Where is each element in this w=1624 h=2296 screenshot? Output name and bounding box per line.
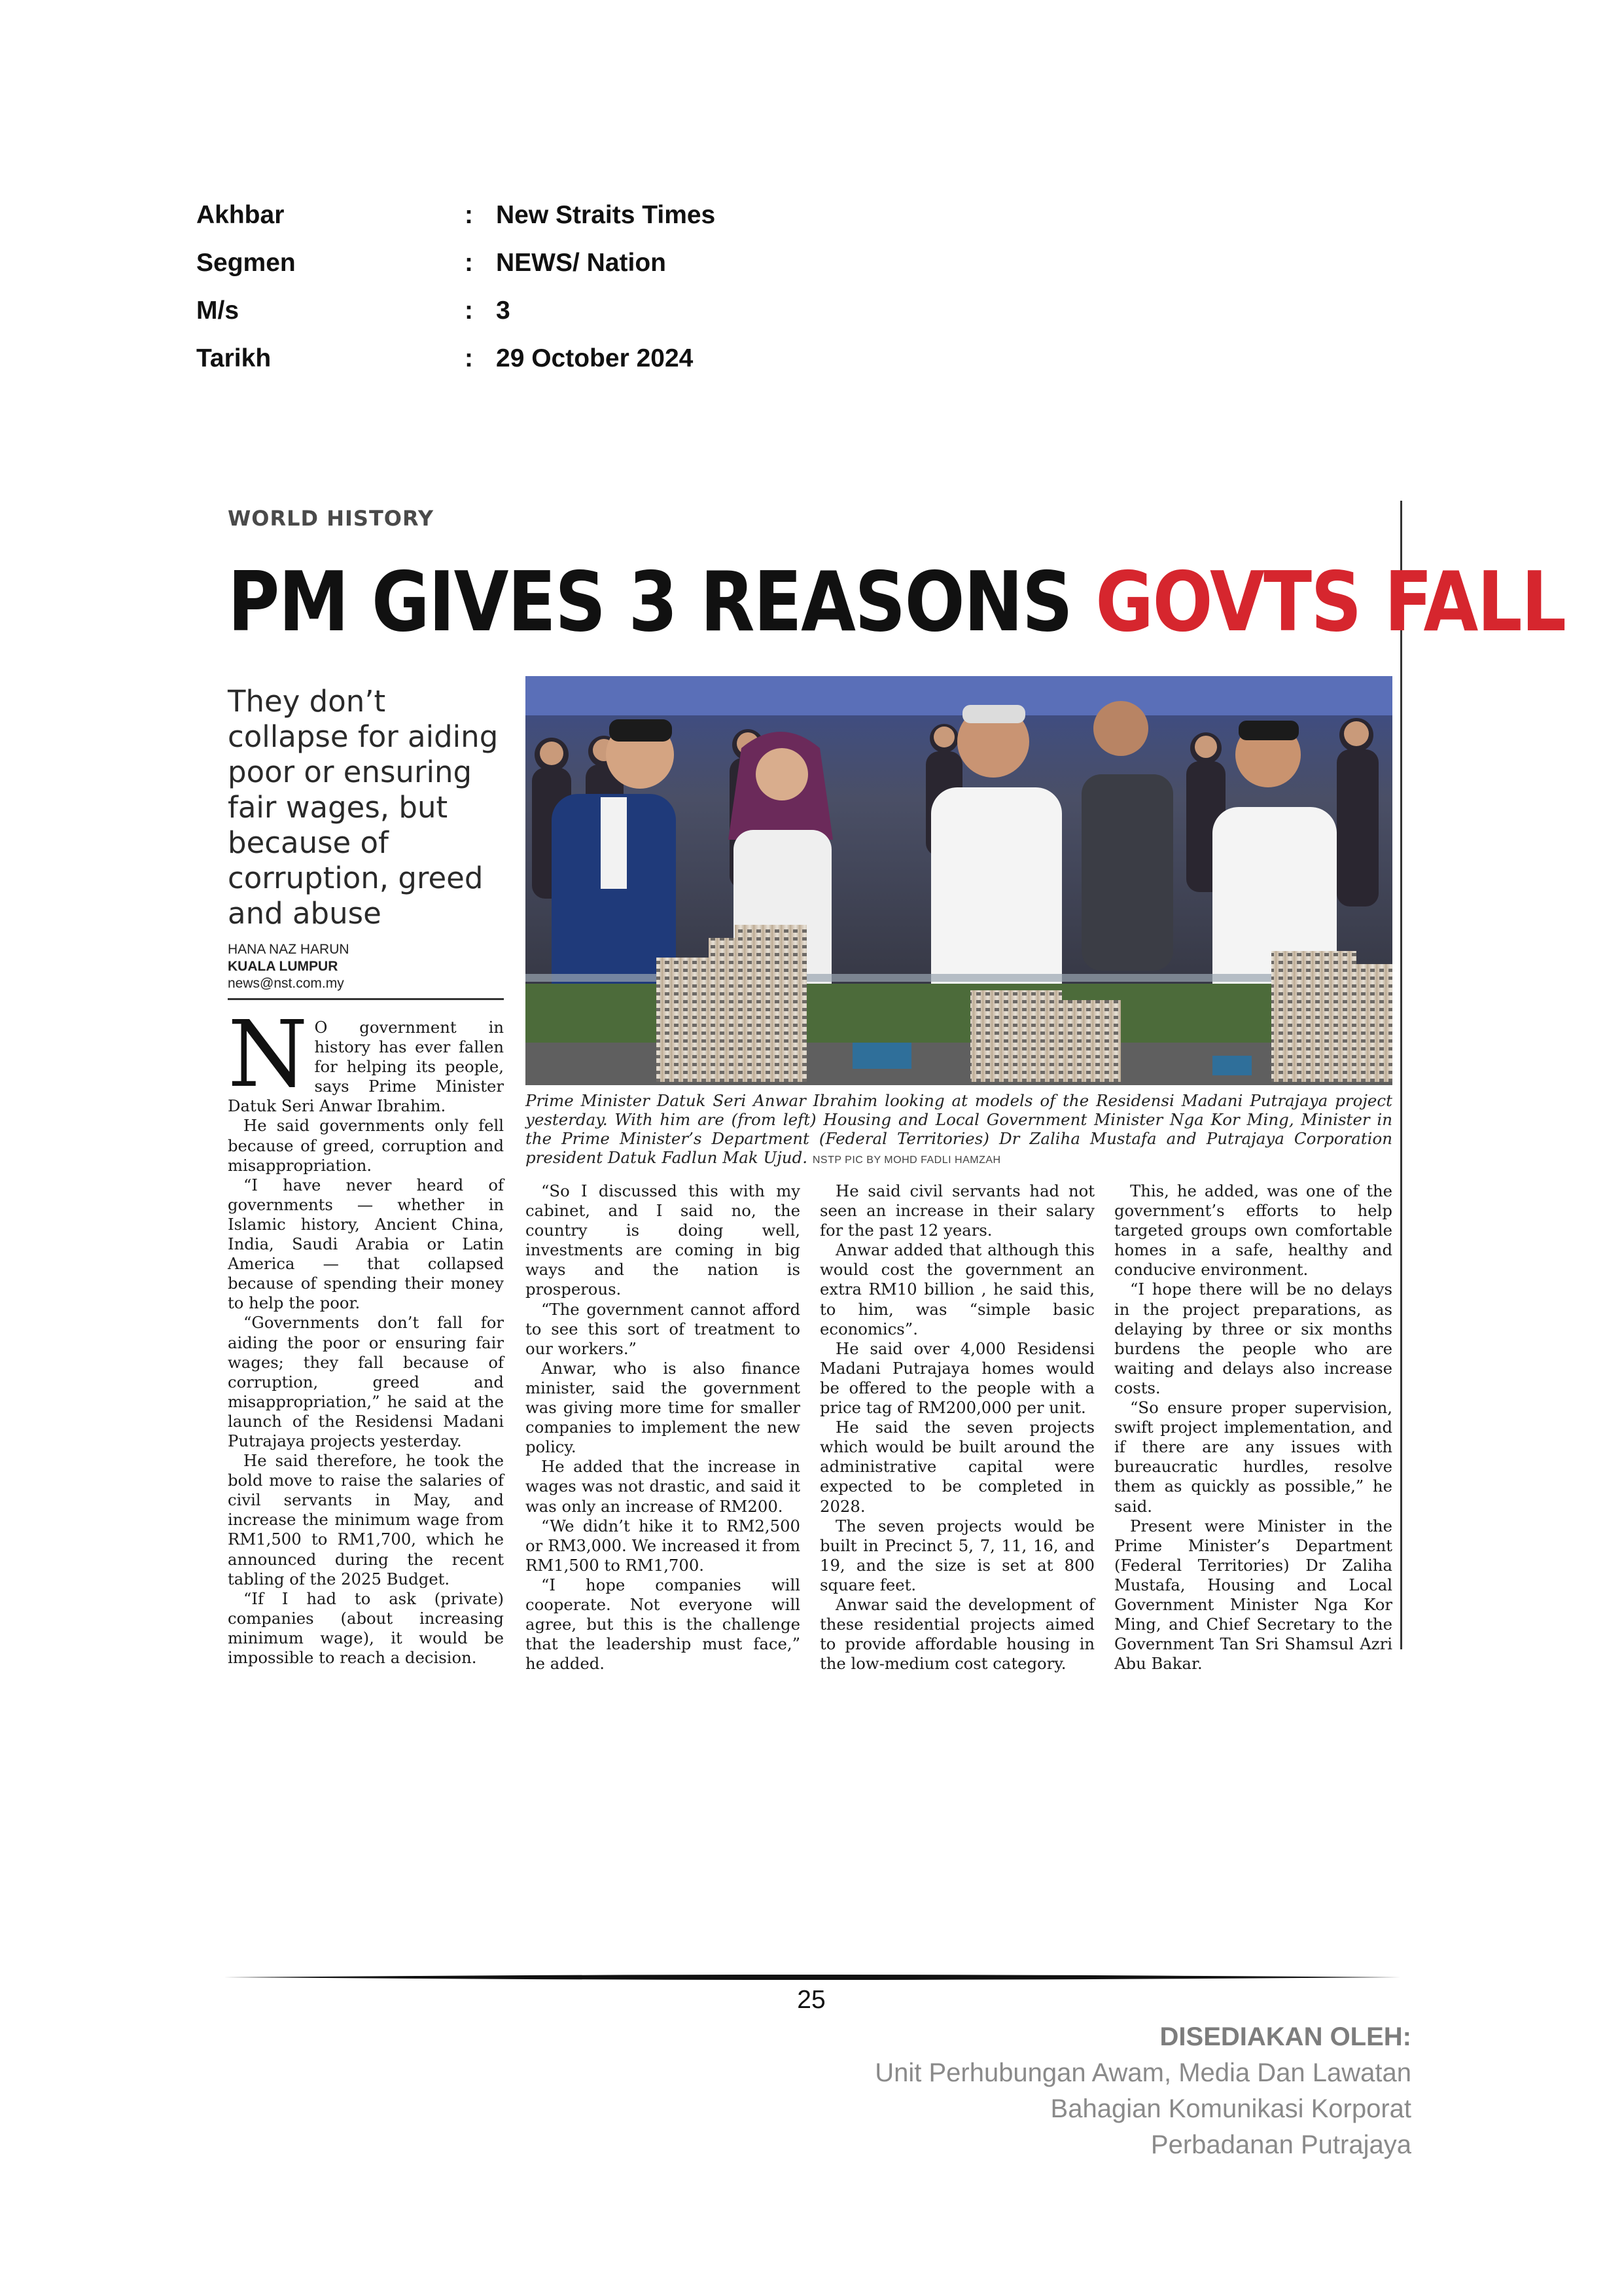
drop-cap: N [228,1001,308,1108]
meta-row-ms [196,287,851,334]
photo-credit: NSTP PIC BY MOHD FADLI HAMZAH [812,1155,1001,1166]
paragraph-text: O government in history has ever fallen for helping its people, says Prime Minister Datuk Seri Anwar Ibrahim. [228,1018,504,1116]
meta-row-segmen [196,239,851,287]
byline-place: KUALA LUMPUR [228,959,338,974]
meta-key: M/s [196,296,239,325]
paragraph: “So I discussed this with my cabinet, and I said no, the country is doing well, investments are coming in big ways and the nation is prosperous. [525,1181,800,1299]
paragraph: “We didn’t hike it to RM2,500 or RM3,000. We increased it from RM1,500 to RM1,700. [525,1516,800,1575]
body-column-4 [1114,1181,1392,1674]
paragraph: The seven projects would be built in Precinct 5, 7, 11, 16, and 19, and the size is set at 800 square feet. [820,1516,1095,1594]
meta-value: NEWS/ Nation [496,248,666,277]
meta-value: 29 October 2024 [496,344,694,372]
meta-colon: : [465,200,473,229]
paragraph: Anwar added that although this would cost the government an extra RM10 billion , he said this, to him, was “simple basic economics”. [820,1240,1095,1338]
headline-highlight: GOVTS FALL [1095,554,1566,650]
caption-text: Prime Minister Datuk Seri Anwar Ibrahim looking at models of the Residensi Madani Putrajaya project yesterday. With him are (from left) Housing and Local Government Minister Nga Kor Ming, Minister in the Prime Minister’s Department (Federal Territories) Dr Zaliha Mustafa and Putrajaya Corporation president Datuk Fadlun Mak Ujud. [525,1091,1392,1167]
column-rule [1400,501,1402,1649]
paragraph: He added that the increase in wages was not drastic, and said it was only an increase of RM200. [525,1457,800,1516]
prepared-by-label: DISEDIAKAN OLEH: [1159,2022,1411,2051]
paragraph: “I hope companies will cooperate. Not everyone will agree, but this is the challenge that the leadership must face,” he added. [525,1575,800,1674]
byline [228,941,503,992]
paragraph: He said therefore, he took the bold move to raise the salaries of civil servants in May, and increase the minimum wage from RM1,500 to RM1,700, which he announced during the recent tabling of the 2025 Budget. [228,1451,504,1588]
news-photo [525,676,1392,1085]
paragraph: “So ensure proper supervision, swift project implementation, and if there are any issues with bureaucratic hurdles, resolve them as quickly as possible,” he said. [1114,1398,1392,1516]
prepared-by-organisation: Perbadanan Putrajaya [1150,2130,1411,2159]
body-column-2 [525,1181,800,1674]
paragraph: “If I had to ask (private) companies (about increasing minimum wage), it would be impossible to reach a decision. [228,1588,504,1667]
body-column-1 [228,1001,504,1668]
meta-colon: : [465,296,473,325]
paragraph: “Governments don’t fall for aiding the poor or ensuring fair wages; they fall because of corruption, greed and misappropriation,” he said at the launch of the Residensi Madani Putrajaya projects yesterday. [228,1313,504,1450]
meta-key: Segmen [196,248,296,277]
paragraph: He said civil servants had not seen an increase in their salary for the past 12 years. [820,1181,1095,1240]
meta-key: Tarikh [196,344,272,372]
byline-email: news@nst.com.my [228,976,344,991]
paragraph: Anwar, who is also finance minister, said the government was giving more time for smaller companies to implement the new policy. [525,1358,800,1457]
meta-colon: : [465,344,473,372]
standfirst: They don’t collapse for aiding poor or ensuring fair wages, but because of corruption, greed and abuse [228,684,499,931]
paragraph [228,1001,504,1116]
newspaper-article [228,501,1566,1674]
meta-row-akhbar [196,191,851,239]
paragraph: He said the seven projects which would be built around the administrative capital were expected to be completed in 2028. [820,1418,1095,1516]
paragraph: “The government cannot afford to see this sort of treatment to our workers.” [525,1299,800,1358]
byline-divider [228,998,504,1000]
page-number: 25 [797,1986,826,2014]
paragraph: He said over 4,000 Residensi Madani Putrajaya homes would be offered to the people with a price tag of RM200,000 per unit. [820,1338,1095,1418]
meta-key: Akhbar [196,200,285,229]
body-column-3 [820,1181,1095,1674]
paragraph: “I have never heard of governments — whether in Islamic history, Ancient China, India, Saudi Arabia or Latin America — that collapsed because of spending their money to help the poor. [228,1175,504,1313]
photo-illustration [525,676,1392,1085]
meta-value: New Straits Times [496,200,716,229]
meta-value: 3 [496,296,510,325]
footer-divider [224,1974,1400,1981]
paragraph: “I hope there will be no delays in the project preparations, as delaying by three or six months burdens the people who are waiting and delays also increase costs. [1114,1280,1392,1397]
meta-row-tarikh [196,334,851,382]
byline-author: HANA NAZ HARUN [228,942,349,957]
prepared-by-division: Bahagian Komunikasi Korporat [1050,2094,1411,2123]
paragraph: Anwar said the development of these residential projects aimed to provide affordable housing in the low-medium cost category. [820,1594,1095,1674]
paragraph: Present were Minister in the Prime Minister’s Department (Federal Territories) Dr Zaliha Mustafa, Housing and Local Government Minister Nga Kor Ming, and Chief Secretary to the Government Tan Sri Shamsul Azri Abu Bakar. [1114,1516,1392,1674]
section-kicker: WORLD HISTORY [228,506,434,531]
headline-main: PM GIVES 3 REASONS [228,554,1096,650]
meta-colon: : [465,248,473,277]
photo-caption [525,1091,1392,1170]
prepared-by [875,2019,1411,2163]
paragraph: This, he added, was one of the government’s efforts to help targeted groups own comfortable homes in a safe, healthy and conducive environment. [1114,1181,1392,1280]
paragraph: He said governments only fell because of greed, corruption and misappropriation. [228,1116,504,1175]
clipping-info [196,191,851,382]
headline [228,553,1566,651]
prepared-by-unit: Unit Perhubungan Awam, Media Dan Lawatan [875,2058,1411,2087]
